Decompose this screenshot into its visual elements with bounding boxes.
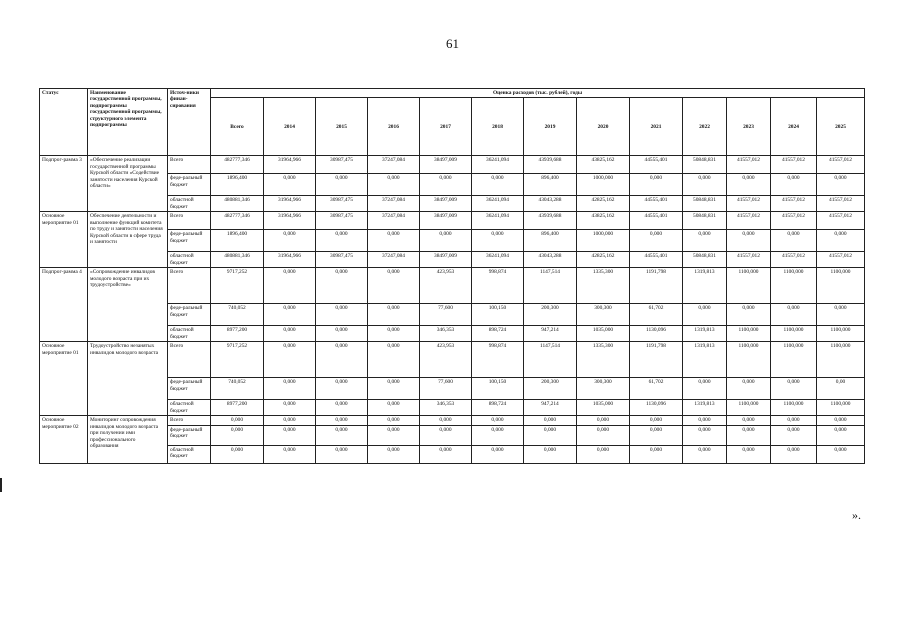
value-cell: 480881,346: [211, 196, 264, 212]
value-cell: 43939,688: [524, 156, 577, 174]
value-cell: 38497,009: [420, 156, 472, 174]
value-cell: 9717,252: [211, 342, 264, 378]
value-cell: 0,000: [264, 304, 316, 326]
value-cell: 30987,475: [316, 252, 368, 268]
value-cell: 0,000: [727, 445, 771, 463]
row-program-name: «Сопровождение инвалидов молодого возраста при их трудоустройстве»: [88, 268, 168, 342]
value-cell: 1035,000: [577, 326, 630, 342]
value-cell: 41557,012: [817, 252, 865, 268]
value-cell: 0,000: [264, 425, 316, 445]
value-cell: 1100,000: [817, 342, 865, 378]
value-cell: 1100,000: [771, 268, 817, 304]
value-cell: 0,000: [368, 326, 420, 342]
value-cell: 0,000: [264, 230, 316, 252]
header-col-9: 2022: [683, 98, 727, 156]
value-cell: 41557,012: [771, 156, 817, 174]
value-cell: 36241,094: [472, 252, 524, 268]
row-funding-source: Всего: [168, 268, 211, 304]
value-cell: 300,300: [577, 304, 630, 326]
table-header: [40, 89, 865, 156]
value-cell: 0,000: [472, 230, 524, 252]
value-cell: 0,000: [211, 425, 264, 445]
value-cell: 1000,000: [577, 174, 630, 196]
value-cell: 0,000: [368, 416, 420, 425]
header-col-10: 2023: [727, 98, 771, 156]
closing-mark: ».: [852, 508, 861, 522]
header-name: Наименование государственной программы, подпрограммы государственной программы, структурного элемента подпрограммы: [88, 89, 168, 156]
header-col-11: 2024: [771, 98, 817, 156]
value-cell: 0,000: [683, 230, 727, 252]
value-cell: 0,000: [727, 230, 771, 252]
value-cell: 0,000: [368, 378, 420, 400]
table-row: [40, 342, 865, 378]
value-cell: 0,000: [630, 174, 683, 196]
value-cell: 0,000: [577, 416, 630, 425]
value-cell: 0,000: [817, 445, 865, 463]
value-cell: 1319,813: [683, 400, 727, 416]
value-cell: 423,953: [420, 342, 472, 378]
value-cell: 41557,012: [771, 252, 817, 268]
header-col-4: 2017: [420, 98, 472, 156]
value-cell: 0,000: [683, 425, 727, 445]
value-cell: 43043,288: [524, 196, 577, 212]
value-cell: 0,000: [211, 416, 264, 425]
row-program-name: «Обеспечение реализации государственной программы Курской области «Содействие занятости населения Курской области»: [88, 156, 168, 212]
value-cell: 300,300: [577, 378, 630, 400]
row-funding-source: областной бюджет: [168, 445, 211, 463]
value-cell: 346,353: [420, 400, 472, 416]
header-col-7: 2020: [577, 98, 630, 156]
value-cell: 31964,966: [264, 252, 316, 268]
value-cell: 0,000: [683, 304, 727, 326]
value-cell: 0,000: [420, 174, 472, 196]
value-cell: 0,000: [727, 304, 771, 326]
value-cell: 0,000: [472, 445, 524, 463]
value-cell: 0,000: [727, 416, 771, 425]
row-status: Основное мероприятие 01: [40, 342, 88, 416]
value-cell: 0,000: [264, 268, 316, 304]
value-cell: 0,000: [420, 425, 472, 445]
value-cell: 0,000: [368, 400, 420, 416]
value-cell: 37247,084: [368, 196, 420, 212]
value-cell: 1100,000: [771, 326, 817, 342]
value-cell: 0,000: [316, 425, 368, 445]
row-funding-source: областной бюджет: [168, 252, 211, 268]
value-cell: 1100,000: [817, 268, 865, 304]
value-cell: 50848,831: [683, 196, 727, 212]
value-cell: 41557,012: [727, 252, 771, 268]
value-cell: 0,000: [771, 416, 817, 425]
value-cell: 43043,288: [524, 252, 577, 268]
value-cell: 30987,475: [316, 212, 368, 230]
value-cell: 0,000: [264, 174, 316, 196]
value-cell: 0,000: [420, 416, 472, 425]
value-cell: 947,214: [524, 326, 577, 342]
value-cell: 0,000: [524, 416, 577, 425]
value-cell: 0,000: [264, 445, 316, 463]
value-cell: 0,000: [316, 342, 368, 378]
value-cell: 0,00: [817, 378, 865, 400]
value-cell: 482777,346: [211, 156, 264, 174]
value-cell: 36241,094: [472, 156, 524, 174]
value-cell: 0,000: [368, 230, 420, 252]
value-cell: 37247,084: [368, 212, 420, 230]
value-cell: 1100,000: [727, 342, 771, 378]
value-cell: 44555,401: [630, 156, 683, 174]
value-cell: 1100,000: [817, 400, 865, 416]
value-cell: 0,000: [771, 230, 817, 252]
value-cell: 0,000: [420, 445, 472, 463]
row-funding-source: феде-ральный бюджет: [168, 174, 211, 196]
value-cell: 0,000: [524, 445, 577, 463]
value-cell: 0,000: [368, 174, 420, 196]
value-cell: 36241,094: [472, 212, 524, 230]
value-cell: 0,000: [771, 445, 817, 463]
row-funding-source: Всего: [168, 342, 211, 378]
value-cell: 0,000: [264, 400, 316, 416]
value-cell: 998,874: [472, 342, 524, 378]
value-cell: 200,300: [524, 304, 577, 326]
value-cell: 36241,094: [472, 196, 524, 212]
value-cell: 0,000: [727, 174, 771, 196]
value-cell: 1191,798: [630, 268, 683, 304]
row-funding-source: феде-ральный бюджет: [168, 304, 211, 326]
value-cell: 50848,831: [683, 252, 727, 268]
table-body: [40, 156, 865, 463]
header-col-3: 2016: [368, 98, 420, 156]
value-cell: 482777,346: [211, 212, 264, 230]
header-col-0: Всего: [211, 98, 264, 156]
value-cell: 1319,813: [683, 342, 727, 378]
value-cell: 423,953: [420, 268, 472, 304]
value-cell: 480881,346: [211, 252, 264, 268]
row-program-name: Трудоустройство незанятых инвалидов молодого возраста: [88, 342, 168, 416]
value-cell: 896,400: [524, 230, 577, 252]
header-status: Статус: [40, 89, 88, 156]
value-cell: 41557,012: [727, 212, 771, 230]
value-cell: 0,000: [472, 416, 524, 425]
value-cell: 1319,813: [683, 268, 727, 304]
value-cell: 1035,000: [577, 400, 630, 416]
value-cell: 0,000: [368, 425, 420, 445]
value-cell: 0,000: [683, 416, 727, 425]
row-status: Подпрог-рамма 4: [40, 268, 88, 342]
header-estimate: Оценка расходов (тыс. рублей), годы: [211, 89, 865, 98]
value-cell: 50848,831: [683, 212, 727, 230]
value-cell: 1100,000: [727, 400, 771, 416]
expenditure-table: [39, 88, 865, 464]
header-col-8: 2021: [630, 98, 683, 156]
value-cell: 1100,000: [727, 326, 771, 342]
value-cell: 0,000: [630, 425, 683, 445]
value-cell: 41557,012: [727, 156, 771, 174]
value-cell: 0,000: [264, 342, 316, 378]
value-cell: 30987,475: [316, 196, 368, 212]
value-cell: 42825,162: [577, 252, 630, 268]
value-cell: 0,000: [817, 425, 865, 445]
row-funding-source: областной бюджет: [168, 326, 211, 342]
value-cell: 1100,000: [771, 400, 817, 416]
value-cell: 0,000: [577, 445, 630, 463]
value-cell: 1100,000: [817, 326, 865, 342]
value-cell: 37247,084: [368, 252, 420, 268]
value-cell: 38497,009: [420, 252, 472, 268]
value-cell: 740,052: [211, 304, 264, 326]
value-cell: 0,000: [316, 416, 368, 425]
row-program-name: Мониторинг сопровождения инвалидов молодого возраста при получении ими профессионального образования: [88, 416, 168, 463]
value-cell: 0,000: [630, 416, 683, 425]
value-cell: 1335,300: [577, 268, 630, 304]
table-row: [40, 416, 865, 425]
header-source: Источ-ники финан-сирования: [168, 89, 211, 156]
value-cell: 0,000: [316, 400, 368, 416]
value-cell: 44555,401: [630, 196, 683, 212]
value-cell: 37247,084: [368, 156, 420, 174]
value-cell: 44555,401: [630, 212, 683, 230]
value-cell: 0,000: [264, 326, 316, 342]
table-row: [40, 212, 865, 230]
value-cell: 0,000: [264, 378, 316, 400]
header-col-1: 2014: [264, 98, 316, 156]
value-cell: 1147,514: [524, 268, 577, 304]
value-cell: 346,353: [420, 326, 472, 342]
value-cell: 77,600: [420, 304, 472, 326]
value-cell: 61,702: [630, 304, 683, 326]
value-cell: 0,000: [817, 416, 865, 425]
value-cell: 0,000: [683, 445, 727, 463]
value-cell: 100,150: [472, 378, 524, 400]
value-cell: 200,300: [524, 378, 577, 400]
value-cell: 740,052: [211, 378, 264, 400]
value-cell: 0,000: [771, 425, 817, 445]
value-cell: 43939,688: [524, 212, 577, 230]
row-status: Основное мероприятие 02: [40, 416, 88, 463]
value-cell: 0,000: [420, 230, 472, 252]
value-cell: 0,000: [771, 304, 817, 326]
page-number: 61: [446, 36, 459, 51]
row-funding-source: феде-ральный бюджет: [168, 425, 211, 445]
value-cell: 0,000: [264, 416, 316, 425]
scan-edge-mark: [0, 478, 2, 492]
value-cell: 61,702: [630, 378, 683, 400]
table-row: [40, 156, 865, 174]
value-cell: 896,400: [524, 174, 577, 196]
value-cell: 0,000: [316, 268, 368, 304]
value-cell: 1191,798: [630, 342, 683, 378]
value-cell: 0,000: [727, 425, 771, 445]
value-cell: 38497,009: [420, 196, 472, 212]
value-cell: 50848,831: [683, 156, 727, 174]
value-cell: 41557,012: [727, 196, 771, 212]
value-cell: 31964,966: [264, 196, 316, 212]
row-funding-source: Всего: [168, 416, 211, 425]
value-cell: 0,000: [771, 378, 817, 400]
value-cell: 1896,400: [211, 230, 264, 252]
row-funding-source: областной бюджет: [168, 196, 211, 212]
value-cell: 31964,966: [264, 212, 316, 230]
value-cell: 0,000: [316, 445, 368, 463]
value-cell: 30987,475: [316, 156, 368, 174]
value-cell: 898,724: [472, 400, 524, 416]
value-cell: 0,000: [368, 304, 420, 326]
value-cell: 0,000: [683, 378, 727, 400]
value-cell: 41557,012: [817, 212, 865, 230]
value-cell: 0,000: [316, 326, 368, 342]
value-cell: 41557,012: [817, 196, 865, 212]
value-cell: 100,150: [472, 304, 524, 326]
value-cell: 31964,966: [264, 156, 316, 174]
header-col-2: 2015: [316, 98, 368, 156]
value-cell: 0,000: [683, 174, 727, 196]
row-funding-source: Всего: [168, 212, 211, 230]
value-cell: 9717,252: [211, 268, 264, 304]
value-cell: 41557,012: [817, 156, 865, 174]
value-cell: 0,000: [630, 445, 683, 463]
value-cell: 0,000: [368, 445, 420, 463]
value-cell: 43825,162: [577, 156, 630, 174]
header-col-5: 2018: [472, 98, 524, 156]
value-cell: 0,000: [316, 174, 368, 196]
row-funding-source: Всего: [168, 156, 211, 174]
value-cell: 1100,000: [727, 268, 771, 304]
value-cell: 0,000: [211, 445, 264, 463]
value-cell: 0,000: [368, 342, 420, 378]
row-program-name: Обеспечение деятельности и выполнение функций комитета по труду и занятости населения Курской области в сфере труда и занятости: [88, 212, 168, 268]
value-cell: 0,000: [817, 230, 865, 252]
value-cell: 0,000: [630, 230, 683, 252]
value-cell: 1130,096: [630, 326, 683, 342]
value-cell: 8977,200: [211, 326, 264, 342]
value-cell: 42825,162: [577, 196, 630, 212]
value-cell: 0,000: [368, 268, 420, 304]
row-funding-source: областной бюджет: [168, 400, 211, 416]
value-cell: 1130,096: [630, 400, 683, 416]
value-cell: 44555,401: [630, 252, 683, 268]
value-cell: 0,000: [771, 174, 817, 196]
value-cell: 77,600: [420, 378, 472, 400]
value-cell: 0,000: [472, 425, 524, 445]
value-cell: 0,000: [524, 425, 577, 445]
value-cell: 8977,200: [211, 400, 264, 416]
value-cell: 41557,012: [771, 196, 817, 212]
value-cell: 998,874: [472, 268, 524, 304]
value-cell: 947,214: [524, 400, 577, 416]
value-cell: 0,000: [316, 378, 368, 400]
value-cell: 1100,000: [771, 342, 817, 378]
row-funding-source: феде-ральный бюджет: [168, 378, 211, 400]
value-cell: 43825,162: [577, 212, 630, 230]
value-cell: 0,000: [727, 378, 771, 400]
value-cell: 0,000: [316, 230, 368, 252]
value-cell: 0,000: [472, 174, 524, 196]
value-cell: 898,724: [472, 326, 524, 342]
table-row: [40, 268, 865, 304]
value-cell: 41557,012: [771, 212, 817, 230]
value-cell: 1896,400: [211, 174, 264, 196]
row-status: Основное мероприятие 01: [40, 212, 88, 268]
row-status: Подпрог-рамма 3: [40, 156, 88, 212]
value-cell: 1000,000: [577, 230, 630, 252]
value-cell: 1319,813: [683, 326, 727, 342]
value-cell: 38497,009: [420, 212, 472, 230]
value-cell: 0,000: [577, 425, 630, 445]
value-cell: 0,000: [817, 174, 865, 196]
value-cell: 1147,514: [524, 342, 577, 378]
value-cell: 1335,300: [577, 342, 630, 378]
row-funding-source: феде-ральный бюджет: [168, 230, 211, 252]
value-cell: 0,000: [316, 304, 368, 326]
header-col-12: 2025: [817, 98, 865, 156]
header-col-6: 2019: [524, 98, 577, 156]
value-cell: 0,000: [817, 304, 865, 326]
